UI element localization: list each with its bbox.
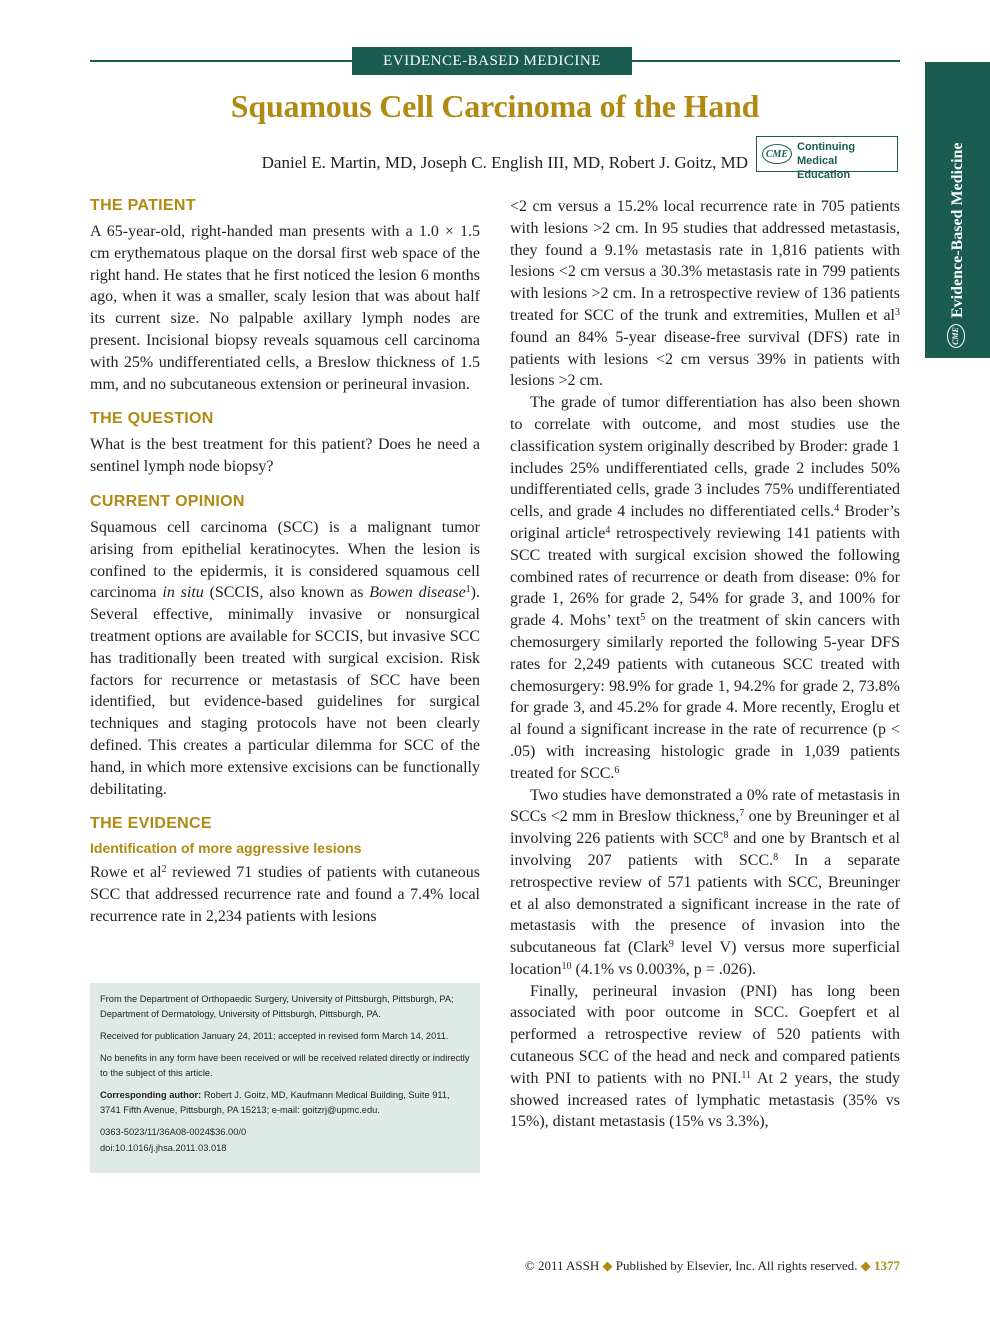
right-column — [510, 196, 900, 1133]
diamond-icon: ◆ — [860, 1258, 871, 1273]
cme-label: Continuing Medical Education — [797, 141, 856, 181]
disclosure-note: No benefits in any form have been received or will be received related directly or indirectly to the subject of this article. — [100, 1053, 470, 1078]
corresponding-note: Corresponding author: Robert J. Goitz, MD, Kaufmann Medical Building, Suite 911, 3741 Fifth Avenue, Pittsburgh, PA 15213; e-mail: goitzrj@upmc.edu. — [100, 1090, 450, 1115]
article-title: Squamous Cell Carcinoma of the Hand — [230, 88, 760, 124]
side-tab — [925, 62, 990, 358]
section-heading-evidence: THE EVIDENCE — [90, 815, 212, 833]
diamond-icon: ◆ — [602, 1258, 613, 1273]
author-list: Daniel E. Martin, MD, Joseph C. English III, MD, Robert J. Goitz, MD — [261, 153, 748, 172]
issn-line: 0363-5023/11/36A08-0024$36.00/0 — [100, 1127, 247, 1137]
citation-link[interactable]: 4 — [834, 503, 840, 515]
citation-link[interactable]: 3 — [895, 306, 900, 318]
opinion-paragraph: Squamous cell carcinoma (SCC) is a malignant tumor arising from epithelial keratinocytes. When the lesion is confined to the epidermis, it is considered squamous cell carcinoma in situ (SCCIS, also known as Bowen disease$^1$). Several effective, minimally invasive or nonsurgical treatment options are available for SCCIS, but invasive SCC has traditionally been treated with surgical excision. Risk factors for recurrence or metastasis of SCC have been identified, but evidence-based guidelines for surgical techniques and staging protocols have not been clearly defined. This creates a particular dilemma for SCC of the hand, in which more extensive excisions can be functionally debilitating. — [90, 518, 480, 798]
section-label: EVIDENCE-BASED MEDICINE — [352, 47, 632, 75]
page-number: 1377 — [874, 1258, 900, 1273]
cme-badge[interactable] — [756, 136, 898, 181]
citation-link[interactable]: 10 — [561, 960, 572, 972]
citation-link[interactable]: 9 — [668, 939, 674, 951]
citation-link[interactable]: 4 — [605, 524, 611, 536]
citation-link[interactable]: 8 — [773, 851, 779, 863]
affiliation-note: From the Department of Orthopaedic Surgery, University of Pittsburgh, Pittsburgh, PA; Department of Dermatology, University of Pittsburgh, Pittsburgh, PA. — [100, 994, 454, 1019]
received-note: Received for publication January 24, 2011; accepted in revised form March 14, 2011. — [100, 1031, 449, 1041]
doi-link[interactable]: doi:10.1016/j.jhsa.2011.03.018 — [100, 1143, 227, 1153]
patient-paragraph: A 65-year-old, right-handed man presents with a 1.0 × 1.5 cm erythematous plaque on the dorsal first web space of the right hand. He states that he first noticed the lesion 6 months ago, when it was a smaller, scaly lesion that was about half its current size. No palpable axillary lymph nodes are present. Incisional biopsy reveals squamous cell carcinoma with 25% undifferentiated cells, a Breslow thickness of 1.5 mm, and no subcutaneous extension or perineural invasion. — [90, 223, 480, 393]
citation-link[interactable]: 2 — [161, 864, 167, 876]
left-column — [90, 196, 480, 928]
evidence-paragraph-4: Finally, perineural invasion (PNI) has long been associated with poor outcome in SCC. Goepfert et al performed a retrospective review of 520 patients with cutaneous SCC of the head and neck and compared patients with PNI to patients with no PNI.$^{11}$ At 2 years, the study showed increased rates of lymphatic metastasis (35% vs 15%), distant metastasis (15% vs 3.3%), — [510, 982, 900, 1131]
publisher-line: Published by Elsevier, Inc. All rights reserved. — [615, 1258, 858, 1273]
cme-logo-icon: CME — [762, 144, 792, 164]
question-paragraph: What is the best treatment for this patient? Does he need a sentinel lymph node biopsy? — [90, 436, 480, 476]
evidence-paragraph-1-cont: <2 cm versus a 15.2% local recurrence rate in 705 patients with lesions >2 cm. In 95 studies that addressed metastasis, they found a 9.1% metastasis rate in 1,816 patients with lesions <2 cm versus a 30.3% metastasis rate in 799 patients with lesions >2 cm. In a retrospective review of 136 patients treated for SCC of the trunk and extremities, Mullen et $al^3$ found an 84% 5-year disease-free survival (DFS) rate in patients with lesions <2 cm versus 39% in patients with lesions >2 cm. — [510, 198, 900, 390]
evidence-paragraph-3: Two studies have demonstrated a 0% rate of metastasis in SCCs <2 mm in Breslow thickness,$^7$ one by Breuninger et al involving 226 patients with SCC$^8$ and one by Brantsch et al involving 207 patients with SCC.$^8$ In a separate retrospective review of 571 patients with SCC, Breuninger et al also demonstrated a significant increase in the rate of metastasis with the presence of invasion into the subcutaneous fat (Clark$^9$ level V) versus more superficial location$^{10}$ (4.1% vs 0.003%, p = .026). — [510, 786, 901, 978]
citation-link[interactable]: 8 — [723, 830, 729, 842]
section-heading-patient: THE PATIENT — [90, 197, 196, 214]
citation-link[interactable]: 11 — [741, 1069, 751, 1081]
sidebar-cme-icon: CME — [947, 324, 965, 348]
evidence-paragraph-1: Rowe et $al^2$ reviewed 71 studies of patients with cutaneous SCC that addressed recurrence rate and found a 7.4% local recurrence rate in 2,234 patients with lesions — [90, 864, 481, 925]
article-info-box — [90, 983, 480, 1173]
page-footer — [400, 1258, 900, 1274]
email-link[interactable]: goitzrj@upmc.edu — [302, 1105, 378, 1115]
subsection-heading: Identification of more aggressive lesions — [90, 840, 362, 857]
copyright: © 2011 ASSH — [524, 1258, 600, 1273]
citation-link[interactable]: 6 — [614, 764, 620, 776]
citation-link[interactable]: 7 — [739, 808, 745, 820]
citation-link[interactable]: 5 — [640, 612, 646, 624]
section-heading-opinion: CURRENT OPINION — [90, 492, 245, 510]
section-heading-question: THE QUESTION — [90, 410, 214, 428]
citation-link[interactable]: 1 — [465, 584, 471, 596]
sidebar-label: Evidence-Based Medicine — [949, 142, 966, 318]
evidence-paragraph-2: The grade of tumor differentiation has also been shown to correlate with outcome, and most studies use the classification system originally described by Broder: grade 1 includes 25% undifferentiated cells, grade 2 includes 50% undifferentiated cells, grade 3 includes 75% undifferentiated cells, and grade 4 includes no differentiated cells.$^4$ Broder’s original article$^4$ retrospectively reviewing 141 patients with SCC treated with surgical excision showed the following combined rates of recurrence or death from disease: 0% for grade 1, 26% for grade 2, 54% for grade 3, and 100% for grade 4. Mohs’ text$^5$ on the treatment of skin cancers with chemosurgery similarly reported the following 5-year DFS rates for 2,249 patients with cutaneous SCC treated with chemosurgery: 98.9% for grade 1, 94.2% for grade 2, 73.8% for grade 3, and 45.2% for grade 4. More recently, Eroglu et al found a significant increase in the rate of recurrence (p < .05) with increasing histologic grade in 1,039 patients treated for SCC.$^6$ — [510, 394, 900, 782]
